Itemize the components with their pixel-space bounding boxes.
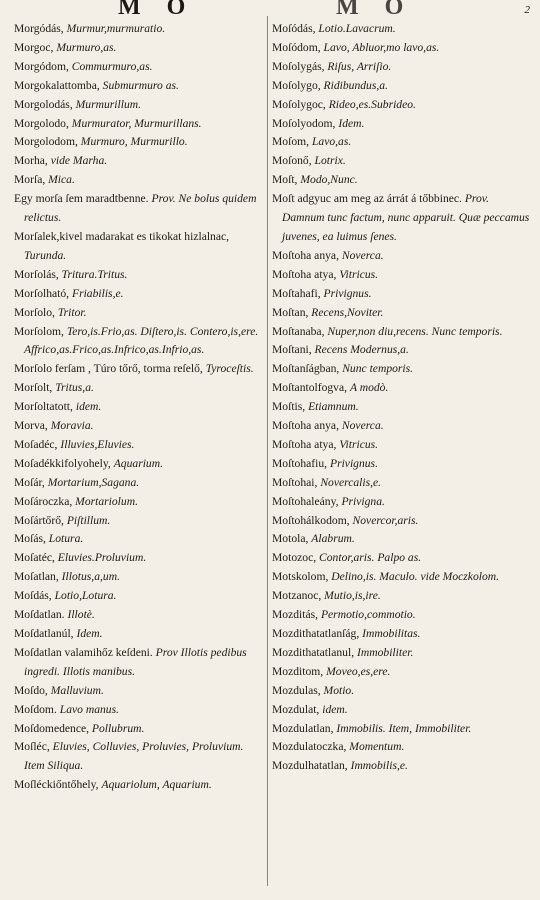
entry-gloss: Lotio,Lotura. xyxy=(54,589,117,603)
entry-gloss: Murmur,murmuratio. xyxy=(66,22,166,35)
dictionary-entry xyxy=(272,360,530,379)
dictionary-entry xyxy=(14,398,262,417)
dictionary-entry xyxy=(14,530,262,549)
entry-headword: Moſdom. xyxy=(14,702,57,716)
dictionary-entry xyxy=(14,20,262,39)
dictionary-entry xyxy=(14,644,262,682)
entry-gloss: Immobilis. Item, Immobiliter. xyxy=(336,721,472,735)
entry-headword: Moſolygoc, xyxy=(272,97,326,111)
entry-headword: Motozoc, xyxy=(272,551,317,565)
entry-gloss: Moravia. xyxy=(50,419,94,433)
dictionary-entry xyxy=(272,77,530,96)
dictionary-entry xyxy=(14,96,262,115)
entry-headword: Morſolás, xyxy=(14,267,59,281)
entry-gloss: Novercalis,e. xyxy=(320,475,382,489)
dictionary-entry xyxy=(272,171,530,190)
entry-gloss: Immobilitas. xyxy=(362,627,421,640)
entry-gloss: Turunda. xyxy=(24,248,67,262)
running-head-left: M O xyxy=(118,0,196,20)
entry-gloss: Mutio,is,ire. xyxy=(324,589,381,603)
entry-gloss: idem. xyxy=(75,400,102,414)
entry-headword: Moſdomedence, xyxy=(14,721,90,735)
entry-headword: Morgokalattomba, xyxy=(14,78,100,92)
dictionary-entry xyxy=(14,58,262,77)
entry-gloss: Murmurator, Murmurillans. xyxy=(71,116,202,130)
entry-gloss: Murmurillum. xyxy=(75,97,142,111)
entry-gloss: Privigna. xyxy=(341,494,385,508)
entry-headword: Moſléc, xyxy=(14,740,50,754)
page-header xyxy=(0,0,540,20)
entry-gloss: Immobiliter. xyxy=(357,645,414,659)
dictionary-entry xyxy=(14,549,262,568)
entry-headword: Moſtohafiu, xyxy=(272,456,328,470)
entry-headword: Morgolodom, xyxy=(14,135,78,149)
entry-gloss: Lavo,as. xyxy=(311,135,352,149)
entry-headword: Mozdithatatlanſág, xyxy=(272,627,360,640)
left-column xyxy=(14,20,262,795)
entry-gloss: Prov. Damnum tunc factum, nunc apparuit. Quæ peccamus juvenes, ea luimus ſenes. xyxy=(282,192,530,243)
entry-gloss: Commurmuro,as. xyxy=(71,59,153,73)
entry-gloss: Aquarium. xyxy=(113,456,163,470)
entry-headword: Moſtantolfogva, xyxy=(272,381,348,395)
dictionary-entry xyxy=(14,171,262,190)
dictionary-entry xyxy=(272,625,530,644)
entry-headword: Moſléckiőntőhely, xyxy=(14,778,99,792)
entry-gloss: Recens Modernus,a. xyxy=(314,343,409,357)
entry-gloss: Mica. xyxy=(48,173,75,187)
dictionary-entry xyxy=(14,455,262,474)
column-divider xyxy=(267,16,268,886)
entry-headword: Moſtahafi, xyxy=(272,286,321,300)
entry-gloss: Tritus,a. xyxy=(55,381,94,395)
dictionary-entry xyxy=(272,530,530,549)
dictionary-entry xyxy=(14,77,262,96)
entry-headword: Moſatéc, xyxy=(14,551,55,565)
entry-gloss: Motio. xyxy=(323,683,355,697)
dictionary-entry xyxy=(272,20,530,39)
dictionary-entry xyxy=(14,738,262,776)
entry-gloss: Aquariolum, Aquarium. xyxy=(101,778,212,792)
entry-gloss: vide Marha. xyxy=(50,154,108,168)
entry-headword: Mozdulatoczka, xyxy=(272,740,347,754)
dictionary-entry xyxy=(272,96,530,115)
entry-headword: Moſtan, xyxy=(272,305,309,319)
entry-gloss: Tero,is.Frio,as. Diſtero,is. Contero,is,ere. Affrico,as.Frico,as.Infrico,as.Infrio,as. xyxy=(24,324,259,357)
dictionary-entry xyxy=(272,455,530,474)
dictionary-entry xyxy=(14,568,262,587)
dictionary-entry xyxy=(14,360,262,379)
running-head-right: M O xyxy=(336,0,414,20)
entry-headword: Mozdulas, xyxy=(272,683,321,697)
entry-headword: Morſolom, xyxy=(14,324,64,338)
entry-gloss: Mortarium,Sagana. xyxy=(47,475,140,489)
entry-headword: Moſártőrő, xyxy=(14,513,64,527)
entry-headword: Moſódás, xyxy=(272,22,316,35)
entry-headword: Moſás, xyxy=(14,532,46,546)
dictionary-entry xyxy=(14,228,262,266)
entry-headword: Moſolygo, xyxy=(272,78,321,92)
dictionary-entry xyxy=(272,568,530,587)
entry-gloss: Momentum. xyxy=(349,740,405,754)
entry-gloss: Moveo,es,ere. xyxy=(326,664,391,678)
entry-gloss: Eluvies.Proluvium. xyxy=(57,551,147,565)
dictionary-entry xyxy=(272,247,530,266)
entry-headword: Morſolható, xyxy=(14,286,70,300)
entry-headword: Morſoltatott, xyxy=(14,400,73,414)
dictionary-entry xyxy=(14,606,262,625)
entry-headword: Morgódom, xyxy=(14,59,69,73)
dictionary-entry xyxy=(272,323,530,342)
dictionary-entry xyxy=(14,474,262,493)
entry-headword: Morgolodo, xyxy=(14,116,69,130)
entry-headword: Moſolygás, xyxy=(272,59,325,73)
entry-headword: Moſatlan, xyxy=(14,570,59,584)
dictionary-entry xyxy=(272,341,530,360)
dictionary-entry xyxy=(272,512,530,531)
entry-gloss: Delino,is. Maculo. vide Moczkolom. xyxy=(331,570,500,584)
entry-headword: Moſtohaleány, xyxy=(272,494,339,508)
dictionary-entry xyxy=(272,682,530,701)
entry-headword: Moſadéc, xyxy=(14,437,58,451)
entry-gloss: Noverca. xyxy=(341,248,384,262)
entry-gloss: Eluvies, Colluvies, Proluvies, Proluvium. Item Siliqua. xyxy=(24,740,244,773)
dictionary-entry xyxy=(14,133,262,152)
entry-headword: Moſtoha atya, xyxy=(272,267,337,281)
entry-gloss: Tritor. xyxy=(57,305,87,319)
dictionary-entry xyxy=(14,587,262,606)
dictionary-entry xyxy=(272,190,530,247)
dictionary-entry xyxy=(272,285,530,304)
entry-headword: Egy morſa ſem maradtbenne. xyxy=(14,192,149,206)
entry-gloss: Etiamnum. xyxy=(308,400,359,414)
dictionary-entry xyxy=(14,436,262,455)
dictionary-entry xyxy=(272,720,530,739)
entry-headword: Mozditom, xyxy=(272,664,324,678)
entry-gloss: Nuper,non diu,recens. Nunc temporis. xyxy=(327,324,503,338)
entry-headword: Moſdás, xyxy=(14,589,52,603)
entry-gloss: Lavo, Abluor,mo lavo,as. xyxy=(323,40,440,54)
entry-gloss: Privignus. xyxy=(323,286,372,300)
dictionary-entry xyxy=(14,285,262,304)
dictionary-entry xyxy=(14,625,262,644)
dictionary-entry xyxy=(14,512,262,531)
entry-gloss: Riſus, Arriſio. xyxy=(327,59,392,73)
entry-gloss: Lotio.Lavacrum. xyxy=(318,22,396,35)
entry-gloss: Nunc temporis. xyxy=(342,362,414,376)
entry-gloss: Murmuro,as. xyxy=(56,40,117,54)
dictionary-entry xyxy=(14,304,262,323)
entry-headword: Moſtohai, xyxy=(272,475,318,489)
entry-gloss: Novercor,aris. xyxy=(352,513,419,527)
entry-gloss: Prov Illotis pedibus ingredi. Illotis manibus. xyxy=(24,645,247,678)
dictionary-entry xyxy=(14,682,262,701)
entry-headword: Moſtis, xyxy=(272,400,306,414)
dictionary-entry xyxy=(14,417,262,436)
entry-gloss: Privignus. xyxy=(329,456,378,470)
entry-gloss: idem. xyxy=(322,702,348,716)
dictionary-entry xyxy=(272,701,530,720)
entry-headword: Moſonő, xyxy=(272,154,312,168)
entry-gloss: Friabilis,e. xyxy=(71,286,124,300)
dictionary-entry xyxy=(272,417,530,436)
entry-headword: Moſtani, xyxy=(272,343,312,357)
entry-gloss: Mortariolum. xyxy=(75,494,138,508)
dictionary-entry xyxy=(272,474,530,493)
entry-gloss: Idem. xyxy=(338,116,365,130)
dictionary-entry xyxy=(272,58,530,77)
dictionary-entry xyxy=(272,436,530,455)
entry-headword: Moſdatlanúl, xyxy=(14,627,74,640)
dictionary-entry xyxy=(272,757,530,776)
entry-gloss: Recens,Noviter. xyxy=(311,305,384,319)
dictionary-entry xyxy=(272,663,530,682)
entry-headword: Mozditás, xyxy=(272,608,319,622)
dictionary-entry xyxy=(272,266,530,285)
dictionary-entry xyxy=(14,776,262,795)
dictionary-entry xyxy=(14,115,262,134)
entry-headword: Morva, xyxy=(14,419,48,433)
entry-gloss: Tyroceſtis. xyxy=(205,362,254,376)
entry-gloss: Illotus,a,um. xyxy=(61,570,120,584)
entry-gloss: Idem. xyxy=(76,627,103,640)
entry-gloss: Lotrix. xyxy=(314,154,346,168)
entry-gloss: Ridibundus,a. xyxy=(323,78,388,92)
entry-headword: Moſdo, xyxy=(14,683,48,697)
dictionary-entry xyxy=(14,152,262,171)
dictionary-entry xyxy=(14,493,262,512)
dictionary-entry xyxy=(272,398,530,417)
entry-headword: Moſom, xyxy=(272,135,310,149)
dictionary-entry xyxy=(14,39,262,58)
entry-headword: Moſadékkifolyohely, xyxy=(14,456,111,470)
entry-headword: Mozdulat, xyxy=(272,702,320,716)
entry-gloss: Pollubrum. xyxy=(91,721,145,735)
entry-headword: Moſtanſágban, xyxy=(272,362,340,376)
entry-gloss: Permotio,commotio. xyxy=(320,608,416,622)
dictionary-entry xyxy=(272,493,530,512)
entry-headword: Moſároczka, xyxy=(14,494,73,508)
entry-headword: Moſtoha anya, xyxy=(272,248,339,262)
dictionary-entry xyxy=(272,606,530,625)
entry-gloss: Noverca. xyxy=(341,419,384,433)
entry-headword: Motzanoc, xyxy=(272,589,322,603)
entry-headword: Mozdithatatlanul, xyxy=(272,645,355,659)
dictionary-entry xyxy=(272,304,530,323)
entry-gloss: Piſtillum. xyxy=(66,513,111,527)
entry-headword: Mozdulhatatlan, xyxy=(272,759,348,773)
entry-headword: Moſdatlan valamihőz keſdeni. xyxy=(14,645,153,659)
entry-gloss: Lotura. xyxy=(48,532,84,546)
entry-gloss: Illuvies,Eluvies. xyxy=(60,437,135,451)
entry-headword: Moſt adgyuc am meg az árrát á tőbbinec. xyxy=(272,192,462,206)
entry-gloss: Immobilis,e. xyxy=(350,759,408,773)
dictionary-entry xyxy=(272,39,530,58)
entry-gloss: Tritura.Tritus. xyxy=(61,267,128,281)
entry-gloss: Malluvium. xyxy=(50,683,104,697)
entry-headword: Morgoc, xyxy=(14,40,54,54)
dictionary-entry xyxy=(272,152,530,171)
entry-headword: Morſolo, xyxy=(14,305,55,319)
dictionary-entry xyxy=(14,701,262,720)
entry-headword: Morſa, xyxy=(14,173,46,187)
entry-headword: Morgódás, xyxy=(14,22,64,35)
entry-gloss: Rideo,es.Subrideo. xyxy=(328,97,416,111)
entry-headword: Moſtohálkodom, xyxy=(272,513,350,527)
entry-headword: Moſódom, xyxy=(272,40,321,54)
entry-gloss: Contor,aris. Palpo as. xyxy=(319,551,422,565)
entry-gloss: Murmuro, Murmurillo. xyxy=(80,135,188,149)
entry-gloss: Vitricus. xyxy=(339,267,379,281)
dictionary-entry xyxy=(272,133,530,152)
dictionary-entry xyxy=(14,323,262,361)
entry-headword: Moſtoha atya, xyxy=(272,437,337,451)
entry-headword: Motola, xyxy=(272,532,309,546)
dictionary-entry xyxy=(272,738,530,757)
entry-gloss: Alabrum. xyxy=(311,532,355,546)
entry-headword: Moſolyodom, xyxy=(272,116,336,130)
dictionary-entry xyxy=(272,379,530,398)
entry-gloss: Illotè. xyxy=(67,608,95,622)
entry-headword: Moſtanaba, xyxy=(272,324,325,338)
entry-gloss: Submurmuro as. xyxy=(102,78,179,92)
dictionary-entry xyxy=(14,190,262,228)
dictionary-entry xyxy=(272,549,530,568)
entry-gloss: A modò. xyxy=(349,381,389,395)
entry-headword: Morſalek,kivel madarakat es tikokat hizlalnac, xyxy=(14,229,230,243)
dictionary-entry xyxy=(14,266,262,285)
entry-headword: Motskolom, xyxy=(272,570,329,584)
entry-headword: Morgolodás, xyxy=(14,97,73,111)
entry-headword: Moſt, xyxy=(272,173,298,187)
entry-headword: Mozdulatlan, xyxy=(272,721,334,735)
entry-gloss: Lavo manus. xyxy=(59,702,120,716)
dictionary-entry xyxy=(272,115,530,134)
entry-headword: Moſdatlan. xyxy=(14,608,65,622)
entry-headword: Moſtoha anya, xyxy=(272,419,339,433)
dictionary-entry xyxy=(272,587,530,606)
entry-headword: Morſolt, xyxy=(14,381,53,395)
entry-headword: Moſár, xyxy=(14,475,45,489)
dictionary-entry xyxy=(14,720,262,739)
entry-gloss: Modo,Nunc. xyxy=(300,173,358,187)
dictionary-entry xyxy=(14,379,262,398)
dictionary-entry xyxy=(272,644,530,663)
entry-gloss: Prov. Ne bolus quidem relictus. xyxy=(24,192,257,225)
entry-headword: Morha, xyxy=(14,154,48,168)
entry-gloss: Vitricus. xyxy=(339,437,379,451)
right-column xyxy=(272,20,530,776)
page-number: 2 xyxy=(524,4,530,16)
entry-headword: Morſolo ferſam , Túro tőrő, torma reſelő, xyxy=(14,362,203,376)
